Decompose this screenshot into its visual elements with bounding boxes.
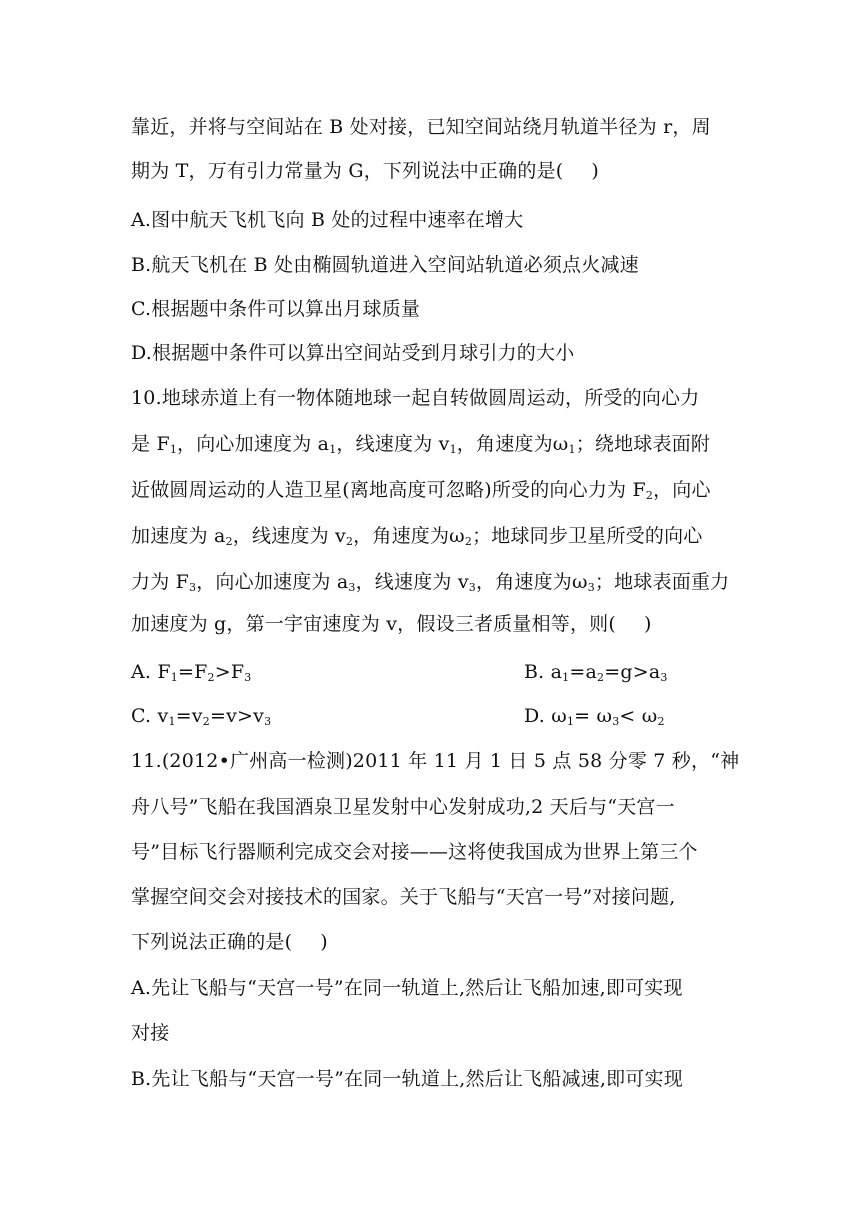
subscript: 1 xyxy=(168,715,176,728)
q10-line-1: 10.地球赤道上有一物体随地球一起自转做圆周运动，所受的向心力 xyxy=(131,387,700,409)
option-text: =g>a xyxy=(604,661,661,683)
q11-close-paren: ) xyxy=(320,931,328,953)
option-text: A. F xyxy=(131,661,171,683)
q10-text: ；地球同步卫星所受的向心 xyxy=(472,525,703,547)
subscript: 1 xyxy=(449,443,457,456)
option-text: =v>v xyxy=(209,705,265,727)
q10-stem-end: 加速度为 g，第一宇宙速度为 v，假设三者质量相等，则( xyxy=(131,613,616,635)
q10-option-a xyxy=(131,659,251,685)
q11-stem-end: 下列说法正确的是( xyxy=(131,931,293,953)
q10-line-2 xyxy=(131,431,710,457)
subscript: 3 xyxy=(244,671,252,684)
q10-text: ，角速度为ω xyxy=(476,571,588,593)
option-text: B. a xyxy=(524,661,563,683)
q10-text: ，线速度为 v xyxy=(355,571,469,593)
option-text: = ω xyxy=(574,705,613,727)
subscript: 1 xyxy=(566,715,575,728)
q9-option-d: D.根据题中条件可以算出空间站受到月球引力的大小 xyxy=(131,342,575,364)
subscript: 2 xyxy=(345,535,354,548)
subscript: 2 xyxy=(657,715,665,728)
q11-option-a-line-1: A.先让飞船与“天宫一号”在同一轨道上,然后让飞船加速,即可实现 xyxy=(131,977,683,999)
q11-option-a-line-2: 对接 xyxy=(131,1022,170,1044)
q11-line-2: 舟八号”飞船在我国酒泉卫星发射中心发射成功,2 天后与“天宫一 xyxy=(131,796,675,818)
subscript: 3 xyxy=(587,581,595,594)
subscript: 3 xyxy=(264,715,272,728)
subscript: 3 xyxy=(468,581,476,594)
q10-text: ，角速度为ω xyxy=(353,525,465,547)
subscript: 2 xyxy=(207,671,215,684)
q11-option-b-line-1: B.先让飞船与“天宫一号”在同一轨道上,然后让飞船减速,即可实现 xyxy=(131,1068,683,1090)
q9-option-b: B.航天飞机在 B 处由椭圆轨道进入空间站轨道必须点火减速 xyxy=(131,254,639,276)
q9-close-paren: ) xyxy=(591,160,599,182)
subscript: 1 xyxy=(169,443,178,456)
option-text: < ω xyxy=(619,705,658,727)
q10-text: ，线速度为 v xyxy=(232,525,346,547)
q10-line-4 xyxy=(131,523,702,549)
q10-line-6 xyxy=(131,611,652,637)
q11-line-4: 掌握空间交会对接技术的国家。关于飞船与“天宫一号”对接问题, xyxy=(131,886,676,908)
option-text: >F xyxy=(214,661,245,683)
subscript: 3 xyxy=(660,671,668,684)
subscript: 2 xyxy=(645,489,654,502)
subscript: 3 xyxy=(189,581,197,594)
subscript: 1 xyxy=(170,671,178,684)
q10-text: 力为 F xyxy=(131,571,190,593)
subscript: 3 xyxy=(348,581,356,594)
subscript: 3 xyxy=(612,715,620,728)
q10-text: ，向心加速度为 a xyxy=(177,433,330,455)
q9-line-1: 靠近，并将与空间站在 B 处对接，已知空间站绕月轨道半径为 r，周 xyxy=(131,116,711,138)
option-text: =a xyxy=(569,661,598,683)
option-text: C. v xyxy=(131,705,169,727)
q10-text: ；绕地球表面附 xyxy=(575,433,711,455)
q9-stem-end: 期为 T，万有引力常量为 G，下列说法中正确的是( xyxy=(131,160,564,182)
q9-option-c: C.根据题中条件可以算出月球质量 xyxy=(131,298,421,320)
subscript: 2 xyxy=(225,535,233,548)
q10-text: ，向心加速度为 a xyxy=(196,571,349,593)
subscript: 1 xyxy=(562,671,570,684)
q10-close-paren: ) xyxy=(644,613,652,635)
q10-option-b xyxy=(524,659,668,685)
subscript: 1 xyxy=(329,443,337,456)
option-text: =F xyxy=(178,661,208,683)
q10-text: ，角速度为ω xyxy=(456,433,569,455)
option-text: D. ω xyxy=(524,705,567,727)
q11-line-5 xyxy=(131,929,328,955)
q10-text: 是 F xyxy=(131,433,170,455)
q10-text: ，向心 xyxy=(653,479,711,501)
subscript: 2 xyxy=(597,671,605,684)
q10-text: ，线速度为 v xyxy=(336,433,450,455)
q10-text: 加速度为 a xyxy=(131,525,226,547)
q10-text: ；地球表面重力 xyxy=(594,571,730,593)
q9-option-a: A.图中航天飞机飞向 B 处的过程中速率在增大 xyxy=(131,209,524,231)
q10-text: 近做圆周运动的人造卫星(离地高度可忽略)所受的向心力为 F xyxy=(131,479,646,501)
q10-line-3 xyxy=(131,477,711,503)
q9-line-2 xyxy=(131,158,599,184)
subscript: 2 xyxy=(464,535,473,548)
q11-line-3: 号”目标飞行器顺利完成交会对接——这将使我国成为世界上第三个 xyxy=(131,841,698,863)
q10-option-d xyxy=(524,703,665,729)
subscript: 2 xyxy=(202,715,210,728)
q10-option-c xyxy=(131,703,271,729)
q10-line-5 xyxy=(131,569,729,595)
option-text: =v xyxy=(175,705,203,727)
q11-line-1: 11.(2012•广州高一检测)2011 年 11 月 1 日 5 点 58 分零 7 秒，“神 xyxy=(131,750,740,772)
subscript: 1 xyxy=(568,443,576,456)
